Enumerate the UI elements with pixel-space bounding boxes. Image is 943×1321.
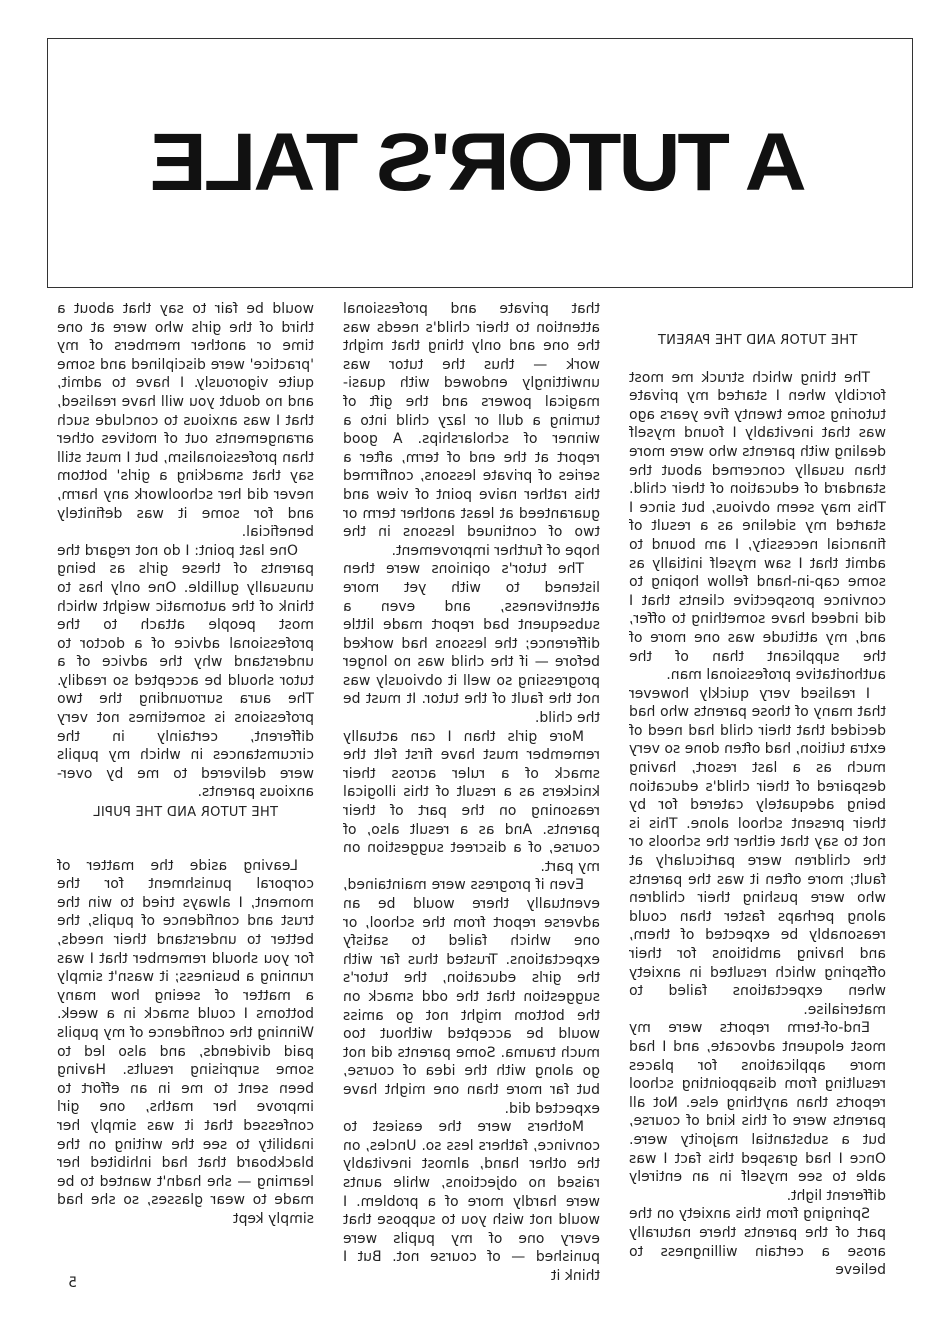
section-heading-pupil: THE TUTOR AND THE PUPIL (93, 805, 278, 821)
paragraph: The tutor's opinions were then listened to with yet more attentiveness, and even a subsequent bad report made little difference; the lessons had worked before — if the child was no longer progressing so well it obviously was not the fault of the tutor. It must be the child. (343, 561, 600, 727)
paragraph: that private and professional attention to their child's needs was the one and only thing that might work — thus the tutor was unwittingly endowed with quasi-magical powers and the gift of turning a dull or lazy child into a winner of scholarships. A good report at the end of term, after a series of private lessons, confirmed this rather naive point of view and guaranteed at least another term or two of continued lessons in the hope of further improvement. (343, 301, 600, 559)
paragraph: More girls than I can actually remember must have first felt the smack of a ruler across their knickers as a result of this illogical reasoning on the part of their parents. And as a result also, of course, of a discreet suggestion on my part. (343, 728, 600, 875)
paragraph: Leaving aside the matter of corporal punishment for the moment, I always tried to win the trust and confidence of pupils, the better to understand their needs, for you should remember that I was running a business; it wasn't simply a matter of seeing how many bottoms I could smack in a week. Winning the confidence of my pupils paid dividends, and also led to some surprising results. Having been sent to me in an effort to improve her maths, one girl confessed that it was simply her inability to see the writing on the blackboard that had inhibited her learning — she hadn't wanted to be made to wear glasses, so she had simply kept (57, 857, 314, 1227)
column-1 (629, 300, 886, 1290)
paragraph: I realised very quickly however that many of those parents who had decided that their child had need of extra tuition, had often done so very much as a last resort, having despaired of their child's education being adequately catered for by their present school alone. This is not to say that either the schools or the children were particularly at fault; more often it was the parents who were pushing their children along perhaps faster than could reasonably be expected of them, and having ambitions for their offspring which resulted in anxiety when expectations failed to materialise. (629, 685, 886, 1018)
paragraph: Springing from this anxiety on the part of the parents there naturally arose a certain willingness to believe (629, 1206, 886, 1279)
page-number: 5 (68, 1275, 77, 1291)
paragraph: End-of-term reports were my most eloquent advocate, and I had more applications for places resulting from disappointing school reports than anything else. Not all parents were of this kind of course, but a substantial majority were. Once I had grasped this fact I was able to see myself in an entirely different light. (629, 1020, 886, 1204)
section-heading-parent: THE TUTOR AND THE PARENT (657, 333, 858, 348)
title-box (47, 38, 913, 288)
paragraph: would be fair to say that about a third of the girls who were at one time or another members of my 'practice' were disciplined and some quite vigorously. I have to admit, and no doubt you will have realised, that I was anxious to conclude such arrangements out of motives other than professionalism, but I must still say that smacking a girls' bottom never did her schoolwork any harm, and for some it was definitely beneficial. (57, 301, 314, 541)
column-3 (57, 300, 314, 1290)
paragraph: The thing which struck me most forcibly when I started my private tutoring some twenty five years ago was that inevitably I found myself dealing with parents who were more than usually concerned about the standard of education of their child. This may seem obvious, but since I started my sideline as a result of financial necessity, I am bound to admit that I saw myself initially as some cap-in-hand fellow hoping to convince prospective clients that I did indeed have something to offer, and, my attitude was one more of the supplicant than of the authoritative professional man. (629, 369, 886, 684)
paragraph: Even if progress were maintained, eventually there would be an adverse report from the school, or one which failed to satisfy expectations. Trusted thus far with the girls education, the tutor's suggestion that the odd smack on the bottom might not go amiss would be accepted without too much trauma. Some parents did not go along with the idea of course, but far more than one might have expected did. (343, 877, 600, 1117)
column-2 (343, 300, 600, 1290)
article-title: A TUTOR'S TALE (153, 117, 808, 208)
paragraph: Mothers were the easiest to convince, fathers less so. Uncles, on the other hand, almost inevitably raised no objections, while aunts were hardly more of a problem. I would not wish you to suppose that every one of my pupils were punished — of course not. But I think it (343, 1119, 600, 1284)
paragraph: One last point: I do not regard the parents of these girls as being unusually gullible. One only has to think of the automatic weight which most people attach to the professional advice of a doctor to understand why the advice of a tutor should be accepted so readily. The aura surrounding the two professions is sometimes not very different, certainly in the circumstances in which my pupils were delivered to me by over-anxious parents. (57, 542, 314, 801)
